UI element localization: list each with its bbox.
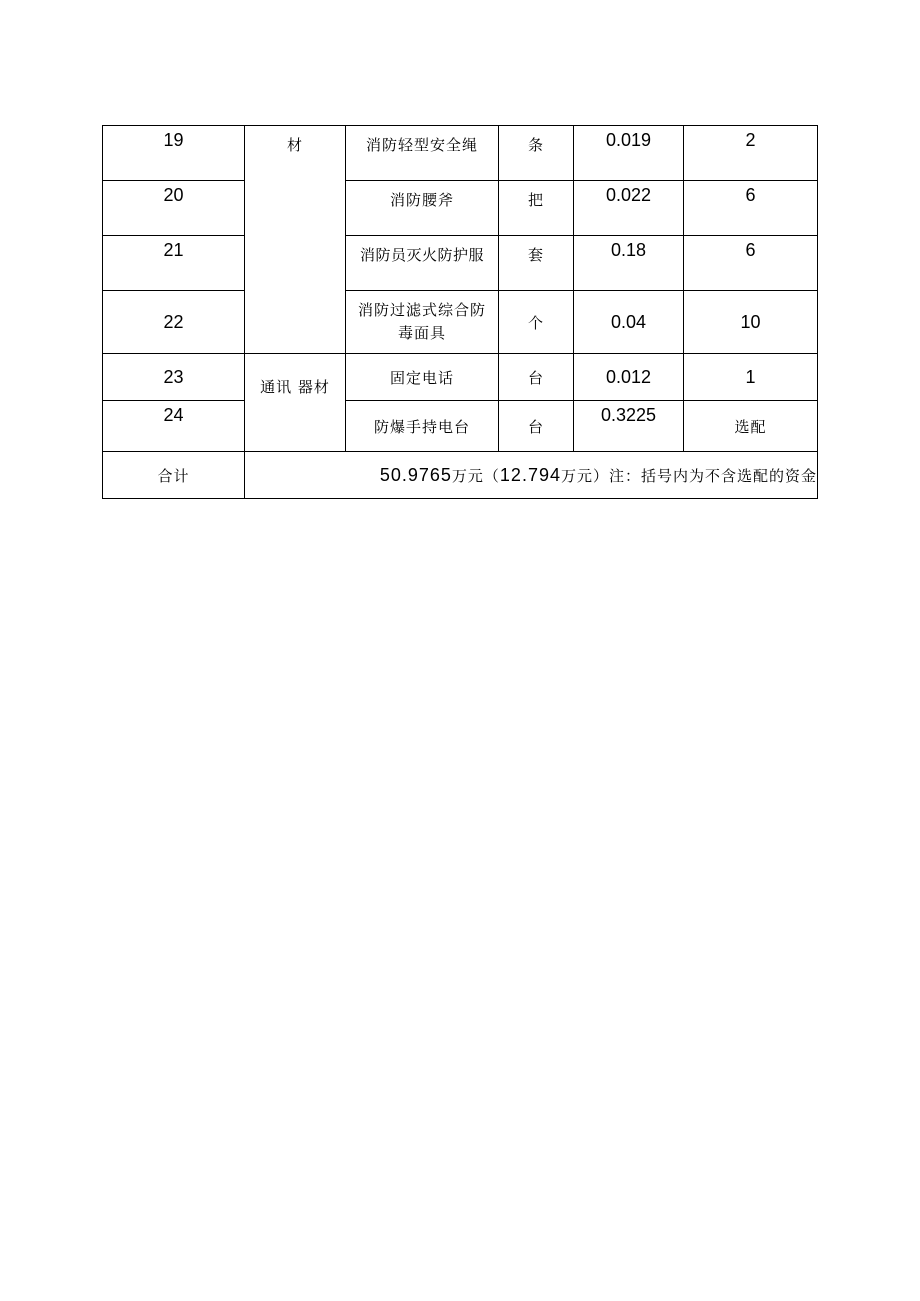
total-row — [103, 452, 818, 499]
item-qty: 1 — [684, 354, 818, 401]
total-value — [245, 452, 818, 499]
category-label: 器材 — [297, 378, 330, 396]
item-qty: 选配 — [684, 401, 818, 452]
table-row — [103, 181, 818, 236]
item-price: 0.022 — [574, 181, 684, 236]
item-unit: 台 — [499, 354, 574, 401]
row-number: 22 — [103, 291, 245, 354]
total-note: 万元）注：括号内为不含选配的资金 — [560, 466, 817, 485]
item-qty: 6 — [684, 181, 818, 236]
row-number: 19 — [103, 126, 245, 181]
table-row — [103, 291, 818, 354]
item-name: 消防过滤式综合防毒面具 — [346, 291, 499, 354]
item-price: 0.3225 — [574, 401, 684, 452]
item-name: 消防腰斧 — [346, 181, 499, 236]
item-price: 0.18 — [574, 236, 684, 291]
category-label: 通讯 — [260, 378, 293, 396]
item-name: 消防轻型安全绳 — [346, 126, 499, 181]
item-name: 固定电话 — [346, 354, 499, 401]
item-unit: 把 — [499, 181, 574, 236]
item-unit: 套 — [499, 236, 574, 291]
equipment-table — [102, 125, 818, 499]
item-unit: 个 — [499, 291, 574, 354]
row-number: 23 — [103, 354, 245, 401]
total-amount: 50.9765 — [379, 464, 452, 485]
total-label: 合计 — [103, 452, 245, 499]
category-cell — [245, 126, 346, 354]
category-label: 材 — [286, 136, 303, 154]
row-number: 24 — [103, 401, 245, 452]
table-row — [103, 354, 818, 401]
table-row — [103, 126, 818, 181]
item-price: 0.04 — [574, 291, 684, 354]
item-qty: 10 — [684, 291, 818, 354]
item-unit: 条 — [499, 126, 574, 181]
row-number: 20 — [103, 181, 245, 236]
item-qty: 6 — [684, 236, 818, 291]
item-unit: 台 — [499, 401, 574, 452]
total-unit: 万元（ — [451, 466, 500, 485]
total-amount-excl: 12.794 — [499, 464, 561, 485]
item-qty: 2 — [684, 126, 818, 181]
row-number: 21 — [103, 236, 245, 291]
item-price: 0.012 — [574, 354, 684, 401]
table-row — [103, 236, 818, 291]
category-cell — [245, 354, 346, 452]
item-name: 消防员灭火防护服 — [346, 236, 499, 291]
item-price: 0.019 — [574, 126, 684, 181]
table-row — [103, 401, 818, 452]
item-name: 防爆手持电台 — [346, 401, 499, 452]
